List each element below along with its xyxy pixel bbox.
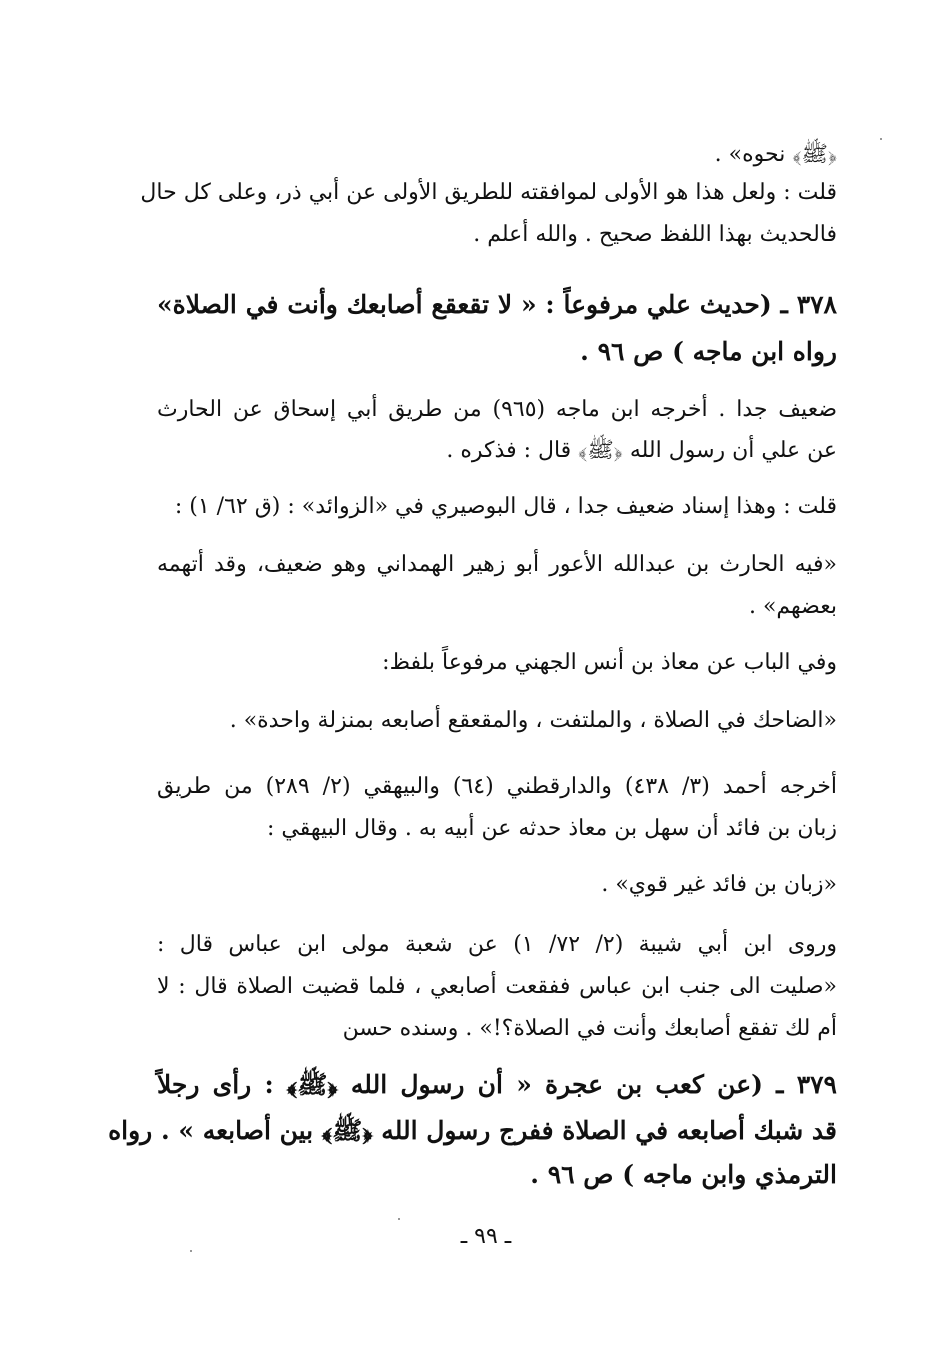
text-line: وفي الباب عن معاذ بن أنس الجهني مرفوعاً بلفظ: [382,650,837,675]
text-line: عن علي أن رسول الله ﴿ﷺ﴾ قال : فذكره . [446,438,837,463]
hadith-heading: الترمذي وابن ماجه ) ص ٩٦ . [530,1160,837,1189]
text-line: بعضهم» . [748,594,837,619]
scan-speck [398,1218,400,1220]
text-line: «صليت الى جنب ابن عباس ففقعت أصابعي ، فلما قضيت الصلاة قال : لا [157,974,837,999]
text-line: أم لك تفقع أصابعك وأنت في الصلاة؟!» . وسنده حسن [342,1016,837,1041]
hadith-heading: ٣٧٩ ـ (عن كعب بن عجرة « أن رسول الله ﴿ﷺ﴾ : رأى رجلاً [157,1070,837,1099]
scan-speck [190,1250,192,1252]
hadith-heading: ٣٧٨ ـ (حديث علي مرفوعاً : « لا تقعقع أصابعك وأنت في الصلاة» [157,290,837,319]
text-line: «فيه الحارث بن عبدالله الأعور أبو زهير الهمداني وهو ضعيف، وقد أتهمه [157,552,837,577]
hadith-heading: قد شبك أصابعه في الصلاة ففرج رسول الله ﴿ﷺ﴾ بين أصابعه » . رواه [108,1116,837,1145]
text-line: «زبان بن فائد غير قوي» . [601,872,837,897]
text-line: ﴿ﷺ﴾ نحوه» . [714,142,837,167]
hadith-heading: رواه ابن ماجه ) ص ٩٦ . [580,337,837,366]
text-line: زبان بن فائد أن سهل بن معاذ حدثه عن أبيه به . وقال البيهقي : [266,816,837,841]
scan-speck [880,138,882,140]
text-line: قلت : ولعل هذا هو الأولى لموافقته للطريق الأولى عن أبي ذر، وعلى كل حال [140,180,837,205]
text-line: فالحديث بهذا اللفظ صحيح . والله أعلم . [473,222,837,247]
text-line: قلت : وهذا إسناد ضعيف جدا ، قال البوصيري في «الزوائد» : (ق ٦٢/ ١) : [174,494,837,519]
text-line: ضعيف جدا . أخرجه ابن ماجه (٩٦٥) من طريق أبي إسحاق عن الحارث [157,397,837,422]
text-line: «الضاحك في الصلاة ، والملتفت ، والمقعقع أصابعه بمنزلة واحدة» . [229,708,837,733]
text-line: وروى ابن أبي شيبة (٢/ ٧٢/ ١) عن شعبة مولى ابن عباس قال : [157,932,837,957]
text-line: أخرجه أحمد (٣/ ٤٣٨) والدارقطني (٦٤) والبيهقي (٢/ ٢٨٩) من طريق [157,774,838,799]
page-number: ـ ٩٩ ـ [460,1224,512,1249]
